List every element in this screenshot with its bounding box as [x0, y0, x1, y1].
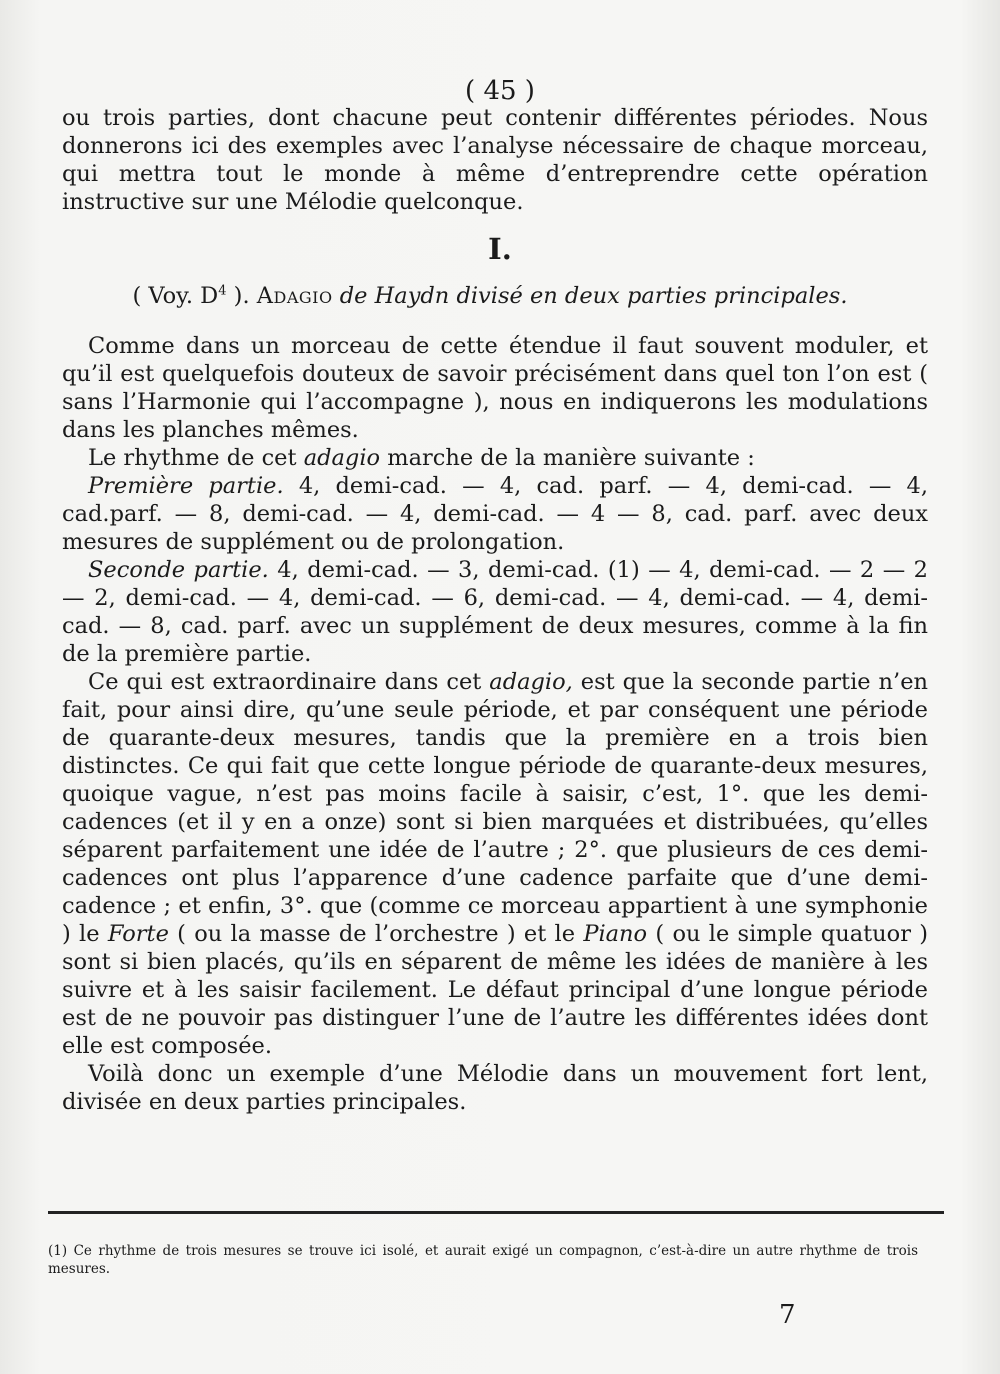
footnote-rule — [48, 1211, 944, 1214]
section-number: I. — [488, 232, 512, 266]
analysis-em-adagio: adagio, — [489, 669, 573, 695]
first-part-text: 4, demi-cad. — 4, cad. parf. — 4, demi-cad. — 4, cad.parf. — 8, demi-cad. — 4, demi-cad. — 4 — 8, cad. parf. avec deux mesures de supplément ou de prolongation. — [62, 473, 928, 555]
signature-number: 7 — [779, 1300, 796, 1330]
paragraph-analysis — [62, 668, 928, 1060]
paragraph-conclusion: Voilà donc un exemple d’une Mélodie dans un mouvement fort lent, divisée en deux parties principales. — [62, 1061, 928, 1115]
analysis-text-3: ( ou la masse de l’orchestre ) et le — [168, 921, 584, 947]
analysis-em-forte: Forte — [107, 921, 169, 947]
analysis-text-2: est que la seconde partie n’en fait, pour ainsi dire, qu’une seule période, et par conséquent une période de quarante-deux mesures, tandis que la première en a trois bien distinctes. Ce qui fait que cette longue période de quarante-deux mesures, quoique vague, n’est pas moins facile à saisir, c’est, 1°. que les demi-cadences (et il y en a onze) sont si bien marquées et distribuées, qu’elles séparent parfaitement une idée de l’autre ; 2°. que plusieurs de ces demi-cadences ont plus l’apparence d’une cadence parfaite que d’une demi-cadence ; et enfin, 3°. que (comme ce morceau appartient à une symphonie ) le — [62, 669, 929, 947]
rhythm-intro-em: adagio — [303, 445, 381, 471]
paragraph-continuation: ou trois parties, dont chacune peut contenir différentes périodes. Nous donnerons ici des exemples avec l’analyse nécessaire de chaque morceau, qui mettra tout le monde à même d’entreprendre cette opération instructive sur une Mélodie quelconque. — [62, 105, 928, 215]
analysis-text-4: ( ou le simple quatuor ) sont si bien placés, qu’ils en séparent de même les idées de manière à les suivre et à les saisir facilement. Le défaut principal d’une longue période est de ne pouvoir pas distinguer l’une de l’autre les différentes idées dont elle est composée. — [62, 921, 929, 1059]
body-main — [62, 332, 928, 1116]
analysis-text-1: Ce qui est extraordinaire dans cet — [88, 669, 490, 695]
paragraph-second-part — [62, 556, 928, 668]
second-part-text: 4, demi-cad. — 3, demi-cad. (1) — 4, demi-cad. — 2 — 2 — 2, demi-cad. — 4, demi-cad. — 6, demi-cad. — 4, demi-cad. — 4, demi-cad. — 8, cad. parf. avec un supplément de deux mesures, comme à la fin de la première partie. — [62, 557, 928, 667]
heading-title-smallcaps: Adagio — [256, 283, 333, 309]
body-top — [62, 104, 928, 216]
heading-title: de Haydn divisé en deux parties principales. — [339, 283, 848, 309]
paragraph-rhythm-intro — [62, 444, 928, 472]
page-number: ( 45 ) — [465, 76, 535, 106]
rhythm-intro-text: Le rhythme de cet — [88, 445, 304, 471]
heading-reference: ( Voy. D — [132, 283, 219, 309]
analysis-em-piano: Piano — [583, 921, 648, 947]
heading-reference-close: ). — [226, 283, 250, 309]
footnote: (1) Ce rhythme de trois mesures se trouve ici isolé, et aurait exigé un compagnon, c’est-à-dire un autre rhythme de trois mesures. — [48, 1243, 918, 1277]
section-heading — [100, 283, 880, 309]
rhythm-intro-tail: marche de la manière suivante : — [380, 445, 755, 471]
heading-reference-sup: 4 — [218, 283, 227, 299]
paragraph-modulation: Comme dans un morceau de cette étendue il faut souvent moduler, et qu’il est quelquefois douteux de savoir précisément dans quel ton l’on est ( sans l’Harmonie qui l’accompagne ), nous en indiquerons les modulations dans les planches mêmes. — [62, 333, 928, 443]
first-part-label: Première partie. — [88, 473, 284, 499]
second-part-label: Seconde partie. — [88, 557, 269, 583]
paragraph-first-part — [62, 472, 928, 556]
